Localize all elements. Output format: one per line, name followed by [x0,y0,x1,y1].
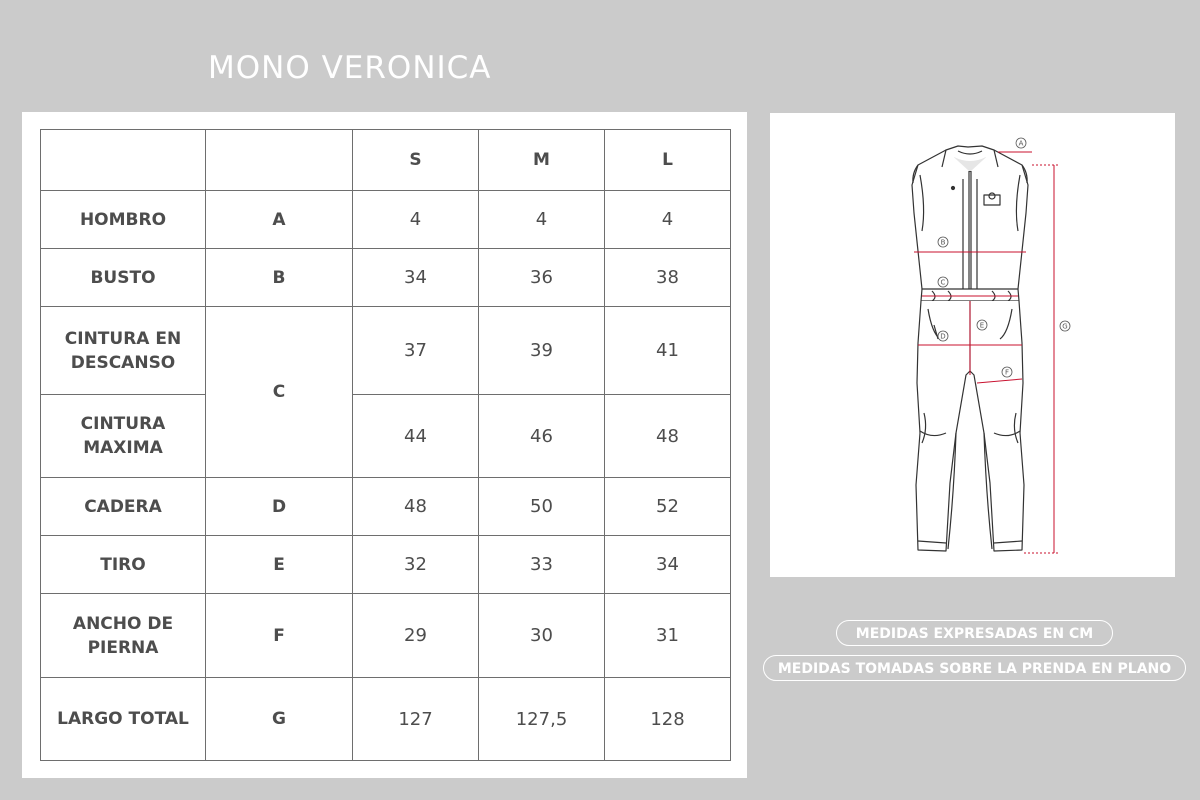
value-l: 34 [605,536,731,594]
row-code: A [206,191,353,249]
value-m: 39 [479,307,605,395]
row-code: F [206,594,353,678]
row-code: G [206,678,353,761]
method-note-badge: MEDIDAS TOMADAS SOBRE LA PRENDA EN PLANO [763,655,1186,681]
row-code: C [206,307,353,478]
value-l: 128 [605,678,731,761]
header-cell-label [41,130,206,191]
row-label: BUSTO [41,249,206,307]
value-l: 31 [605,594,731,678]
table-row-cadera [41,478,731,536]
row-code: D [206,478,353,536]
value-m: 33 [479,536,605,594]
value-l: 41 [605,307,731,395]
value-s: 29 [353,594,479,678]
value-m: 50 [479,478,605,536]
value-s: 37 [353,307,479,395]
value-m: 4 [479,191,605,249]
value-s: 32 [353,536,479,594]
value-m: 46 [479,395,605,478]
value-s: 44 [353,395,479,478]
table-row-largo-total [41,678,731,761]
marker-label: E [979,321,985,330]
value-l: 38 [605,249,731,307]
row-code: E [206,536,353,594]
header-size-s: S [353,130,479,191]
value-l: 4 [605,191,731,249]
value-s: 34 [353,249,479,307]
marker-label: F [1004,368,1010,377]
row-label: ANCHO DE PIERNA [41,594,206,678]
value-m: 36 [479,249,605,307]
table-row-hombro [41,191,731,249]
jumpsuit-technical-drawing [770,113,1175,577]
header-cell-code [206,130,353,191]
value-s: 127 [353,678,479,761]
row-label: TIRO [41,536,206,594]
table-row-cintura-descanso [41,307,731,395]
row-code: B [206,249,353,307]
header-size-m: M [479,130,605,191]
row-label: CINTURA EN DESCANSO [41,307,206,395]
marker-label: A [1018,139,1024,148]
table-row-tiro [41,536,731,594]
table-row-cintura-maxima [41,395,731,478]
page-title: MONO VERONICA [208,50,492,86]
marker-label: C [940,278,946,287]
value-l: 52 [605,478,731,536]
header-row [41,130,731,191]
value-m: 127,5 [479,678,605,761]
header-size-l: L [605,130,731,191]
marker-label: G [1062,322,1068,331]
row-label: HOMBRO [41,191,206,249]
value-l: 48 [605,395,731,478]
units-note-badge: MEDIDAS EXPRESADAS EN CM [836,620,1113,646]
size-table [40,129,731,761]
value-m: 30 [479,594,605,678]
table-row-ancho-pierna [41,594,731,678]
row-label: LARGO TOTAL [41,678,206,761]
garment-diagram-card [770,113,1175,577]
row-label: CADERA [41,478,206,536]
marker-label: B [940,238,946,247]
value-s: 4 [353,191,479,249]
size-table-card [22,112,747,778]
table-row-busto [41,249,731,307]
row-label: CINTURA MAXIMA [41,395,206,478]
marker-label: D [940,332,946,341]
value-s: 48 [353,478,479,536]
